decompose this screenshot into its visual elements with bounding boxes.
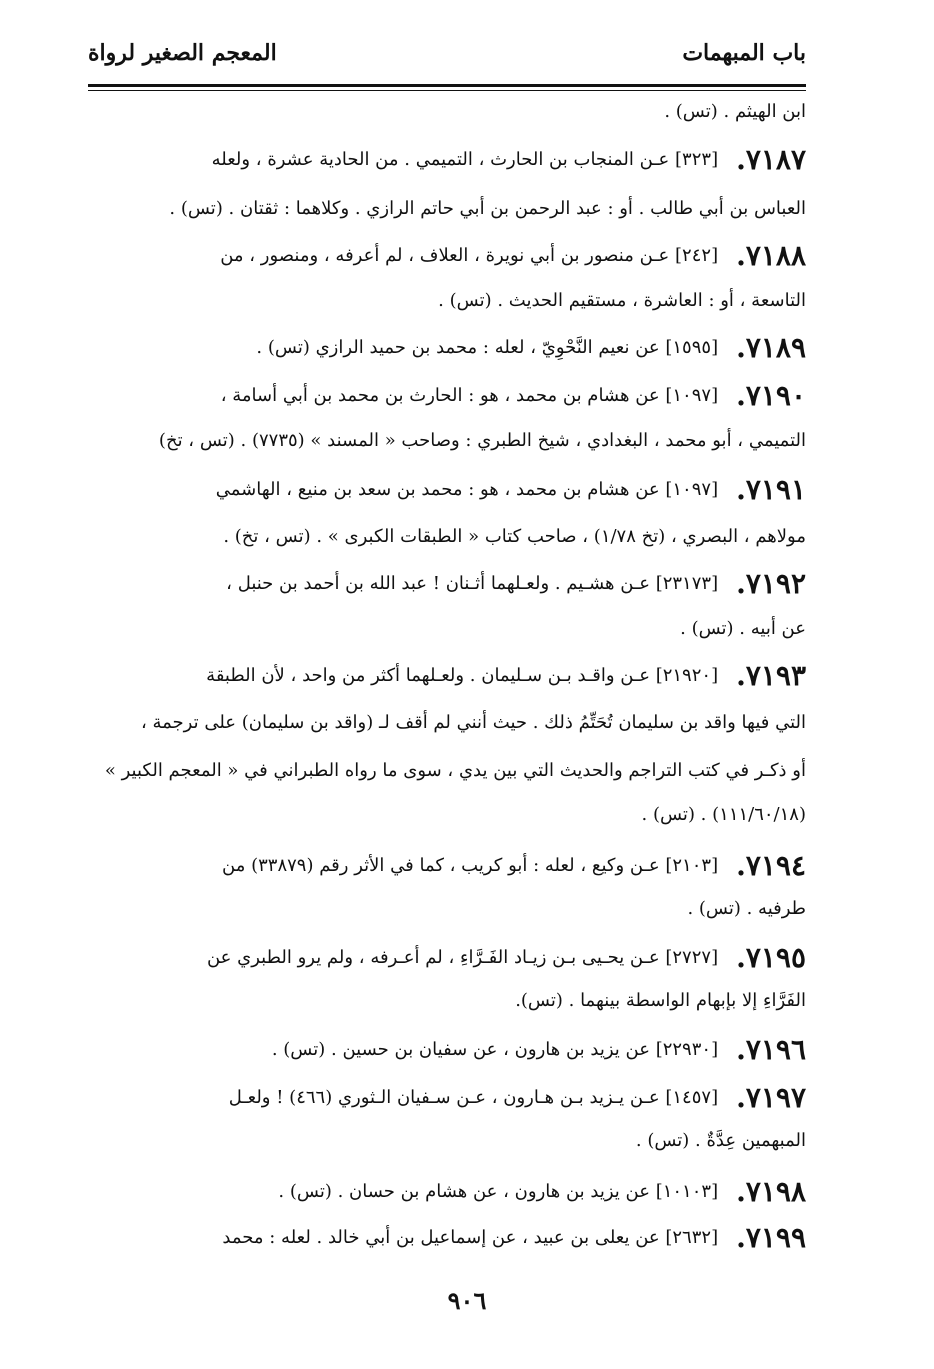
entry-7197 [100,1078,806,1118]
entry-text: [١٠١٠٣] عن يزيد بن هارون ، عن هشام بن حسان . (تس) . [278,1181,719,1202]
entry-number: ٧١٩٩. [736,1221,806,1254]
running-header [88,30,806,80]
entry-number: ٧١٩٣. [736,659,806,692]
entry-continuation: مولاهم ، البصري ، (تخ ١/٧٨) ، صاحب كتاب « الطبقات الكبرى » . (تس ، تخ) . [223,526,806,547]
entry-number: ٧١٩٢. [736,567,806,600]
entry-continuation: المبهمين عِدَّةٌ . (تس) . [635,1130,806,1151]
entry-continuation: (١١١/٦٠/١٨) . (تس) . [641,804,806,825]
entry-number: ٧١٩١. [736,473,806,506]
entry-7187 [100,140,806,180]
entry-text: [١٠٩٧] عن هشام بن محمد ، هو : الحارث بن محمد بن أبي أسامة ، [220,385,719,406]
entry-continuation: عن أبيه . (تس) . [680,618,806,639]
entry-number: ٧١٩٥. [736,941,806,974]
entry-number: ٧١٩٠. [736,379,806,412]
entry-text: [١٥٩٥] عن نعيم النَّحْوِيّ ، لعله : محمد بن حميد الرازي (تس) . [256,337,719,358]
entry-7195 [100,938,806,978]
entry-text: [٢٢٩٣٠] عن يزيد بن هارون ، عن سفيان بن حسين . (تس) . [271,1039,719,1060]
entry-7199 [100,1218,806,1258]
entry-number: ٧١٨٧. [736,143,806,176]
entry-continuation: التي فيها واقد بن سليمان تُحَتِّمُ ذلك . حيث أنني لم أقف لـ (واقد بن سليمان) على ترجمة ، [140,712,806,733]
entry-7192 [100,564,806,604]
entry-continuation: العباس بن أبي طالب . أو : عبد الرحمن بن أبي حاتم الرازي . وكلاهما : ثقتان . (تس) . [169,198,806,219]
page-number: ٩٠٦ [447,1286,487,1315]
entry-7194 [100,846,806,886]
entry-7191 [100,470,806,510]
entry-continuation: أو ذكـر في كتب التراجم والحديث التي بين يدي ، سوى ما رواه الطبراني في « المعجم الكبير » [104,760,806,781]
header-chapter-title: باب المبهمات [682,40,806,66]
entry-number: ٧١٨٩. [736,331,806,364]
entry-7190 [100,376,806,416]
header-book-title: المعجم الصغير لرواة [88,40,277,66]
entry-continuation: التاسعة ، أو : العاشرة ، مستقيم الحديث . (تس) . [438,290,806,311]
entry-text: [٢٣١٧٣] عـن هشـيم . ولعـلهما أثـنان ! عبد الله بن أحمد بن حنبل ، [226,573,719,594]
entry-continuation: طرفيه . (تس) . [687,898,806,919]
entry-7188 [100,236,806,276]
entry-text: [٢١٠٣] عـن وكيع ، لعله : أبو كريب ، كما في الأثر رقم (٣٣٨٧٩) من [222,855,719,876]
entry-continuation: الفَرَّاءِ إلا بإبهام الواسطة بينهما . (تس). [515,990,806,1011]
text-line: ابن الهيثم . (تس) . [664,101,806,122]
entry-text: [٣٢٣] عـن المنجاب بن الحارث ، التميمي . من الحادية عشرة ، ولعله [211,149,719,170]
entry-7193 [100,656,806,696]
entry-text: [٢١٩٢٠] عـن واقـد بـن سـليمان . ولعـلهما أكثر من واحد ، لأن الطبقة [206,665,719,686]
entry-number: ٧١٩٨. [736,1175,806,1208]
entry-text: [١٤٥٧] عـن يـزيد بـن هـارون ، عـن سـفيان الـثوري (٤٦٦) ! ولعـل [228,1087,719,1108]
entry-7189 [100,328,806,368]
entry-number: ٧١٩٦. [736,1033,806,1066]
entry-7198 [100,1172,806,1212]
entry-number: ٧١٩٧. [736,1081,806,1114]
entry-text: [٢٦٣٢] عن يعلى بن عبيد ، عن إسماعيل بن أبي خالد . لعله : محمد [222,1227,719,1248]
header-rule-thin [88,90,806,91]
header-rule-thick [88,84,806,87]
entry-number: ٧١٨٨. [736,239,806,272]
entry-7196 [100,1030,806,1070]
entry-number: ٧١٩٤. [736,849,806,882]
entry-text: [٢٧٢٧] عـن يحـيى بـن زيـاد الفَـرَّاءِ ، لم أعـرفه ، ولم يرو الطبري عن [206,947,719,968]
entry-continuation: التميمي ، أبو محمد ، البغدادي ، شيخ الطبري : وصاحب « المسند » (٧٧٣٥) . (تس ، تخ) [158,430,806,451]
entry-text: [١٠٩٧] عن هشام بن محمد ، هو : محمد بن سعد بن منيع ، الهاشمي [215,479,719,500]
entry-text: [٢٤٢] عـن منصور بن أبي نويرة ، العلاف ، لم أعرفه ، ومنصور ، من [220,245,719,266]
